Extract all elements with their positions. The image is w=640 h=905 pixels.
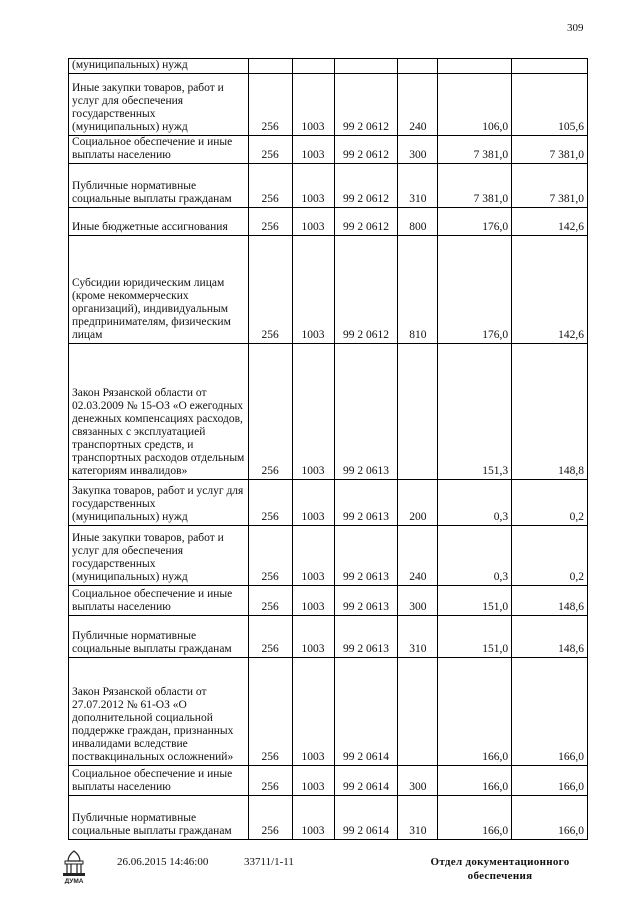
row-code-1: 256 (248, 236, 292, 344)
row-value-1: 151,0 (438, 586, 512, 616)
duma-emblem-icon (56, 848, 92, 884)
table-row (69, 616, 588, 658)
row-name: Публичные нормативные социальные выплаты гражданам (69, 164, 249, 208)
row-value-1: 176,0 (438, 236, 512, 344)
footer-doc-number: 33711/1-11 (244, 856, 294, 868)
row-code-4: 240 (398, 74, 438, 136)
table-row (69, 658, 588, 766)
row-name: Иные бюджетные ассигнования (69, 208, 249, 236)
row-value-1: 176,0 (438, 208, 512, 236)
row-code-1: 256 (248, 164, 292, 208)
row-code-1: 256 (248, 480, 292, 526)
row-code-4: 300 (398, 766, 438, 796)
row-value-2: 7 381,0 (512, 164, 588, 208)
logo-text: ДУМА (64, 878, 84, 884)
row-code-2: 1003 (292, 164, 334, 208)
row-name: Социальное обеспечение и иные выплаты населению (69, 766, 249, 796)
row-code-3: 99 2 0612 (334, 236, 398, 344)
row-code-4: 240 (398, 526, 438, 586)
row-name: Социальное обеспечение и иные выплаты населению (69, 136, 249, 164)
table-row (69, 526, 588, 586)
row-code-4: 300 (398, 586, 438, 616)
row-value-2: 166,0 (512, 796, 588, 840)
row-code-1: 256 (248, 208, 292, 236)
row-code-2: 1003 (292, 480, 334, 526)
row-value-1: 0,3 (438, 526, 512, 586)
row-value-1: 7 381,0 (438, 164, 512, 208)
row-value-1: 151,0 (438, 616, 512, 658)
row-code-4: 310 (398, 616, 438, 658)
row-value-1: 166,0 (438, 658, 512, 766)
row-name: (муниципальных) нужд (69, 59, 249, 74)
page-number: 309 (567, 22, 584, 34)
row-code-3: 99 2 0613 (334, 480, 398, 526)
row-code-3: 99 2 0612 (334, 136, 398, 164)
table-row (69, 208, 588, 236)
row-code-2: 1003 (292, 616, 334, 658)
row-code-1: 256 (248, 74, 292, 136)
row-value-1 (438, 59, 512, 74)
row-name: Закупка товаров, работ и услуг для государственных (муниципальных) нужд (69, 480, 249, 526)
row-code-2: 1003 (292, 208, 334, 236)
table-row (69, 74, 588, 136)
row-value-2: 105,6 (512, 74, 588, 136)
row-value-1: 166,0 (438, 796, 512, 840)
row-code-4: 810 (398, 236, 438, 344)
row-code-1: 256 (248, 616, 292, 658)
table-row (69, 59, 588, 74)
row-code-4: 200 (398, 480, 438, 526)
row-code-4: 310 (398, 796, 438, 840)
table-row (69, 164, 588, 208)
row-value-1: 166,0 (438, 766, 512, 796)
row-code-2: 1003 (292, 236, 334, 344)
row-name: Публичные нормативные социальные выплаты гражданам (69, 796, 249, 840)
row-code-4: 300 (398, 136, 438, 164)
row-code-3: 99 2 0613 (334, 616, 398, 658)
row-code-1: 256 (248, 526, 292, 586)
row-code-2: 1003 (292, 74, 334, 136)
row-code-1: 256 (248, 766, 292, 796)
row-code-3: 99 2 0614 (334, 766, 398, 796)
footer-department: Отдел документационного обеспечения (430, 856, 570, 882)
row-code-3: 99 2 0613 (334, 344, 398, 480)
row-code-4 (398, 344, 438, 480)
table-row (69, 480, 588, 526)
row-code-2: 1003 (292, 586, 334, 616)
row-code-2: 1003 (292, 526, 334, 586)
row-value-1: 151,3 (438, 344, 512, 480)
row-name: Иные закупки товаров, работ и услуг для обеспечения государственных (муниципальных) нужд (69, 74, 249, 136)
row-value-2: 0,2 (512, 480, 588, 526)
row-code-3: 99 2 0612 (334, 74, 398, 136)
row-value-1: 7 381,0 (438, 136, 512, 164)
row-code-1: 256 (248, 344, 292, 480)
row-code-3: 99 2 0612 (334, 208, 398, 236)
row-code-1 (248, 59, 292, 74)
row-value-2 (512, 59, 588, 74)
table-row (69, 796, 588, 840)
row-value-2: 0,2 (512, 526, 588, 586)
row-code-4 (398, 59, 438, 74)
row-name: Иные закупки товаров, работ и услуг для обеспечения государственных (муниципальных) нужд (69, 526, 249, 586)
row-code-2: 1003 (292, 658, 334, 766)
row-code-1: 256 (248, 796, 292, 840)
row-code-3: 99 2 0612 (334, 164, 398, 208)
row-value-2: 142,6 (512, 236, 588, 344)
footer-date: 26.06.2015 14:46:00 (117, 856, 209, 868)
row-value-2: 7 381,0 (512, 136, 588, 164)
row-code-3: 99 2 0614 (334, 796, 398, 840)
budget-table (68, 58, 588, 840)
row-value-2: 148,8 (512, 344, 588, 480)
row-value-2: 166,0 (512, 658, 588, 766)
table-row (69, 766, 588, 796)
row-name: Субсидии юридическим лицам (кроме некоммерческих организаций), индивидуальным предпринимателям, физическим лицам (69, 236, 249, 344)
row-code-3: 99 2 0614 (334, 658, 398, 766)
row-name: Социальное обеспечение и иные выплаты населению (69, 586, 249, 616)
row-name: Закон Рязанской области от 02.03.2009 № 15-ОЗ «О ежегодных денежных компенсациях расходов, связанных с эксплуатацией транспортных средств, и транспортных расходов отдельным категориям инвалидов» (69, 344, 249, 480)
row-value-1: 106,0 (438, 74, 512, 136)
row-code-2 (292, 59, 334, 74)
row-value-2: 142,6 (512, 208, 588, 236)
row-code-1: 256 (248, 136, 292, 164)
row-code-3: 99 2 0613 (334, 586, 398, 616)
row-code-3: 99 2 0613 (334, 526, 398, 586)
row-code-1: 256 (248, 586, 292, 616)
row-name: Публичные нормативные социальные выплаты гражданам (69, 616, 249, 658)
row-code-4: 310 (398, 164, 438, 208)
table-row (69, 586, 588, 616)
row-code-2: 1003 (292, 796, 334, 840)
row-value-2: 166,0 (512, 766, 588, 796)
row-code-3 (334, 59, 398, 74)
row-code-2: 1003 (292, 344, 334, 480)
row-value-2: 148,6 (512, 586, 588, 616)
row-code-4: 800 (398, 208, 438, 236)
row-value-2: 148,6 (512, 616, 588, 658)
row-value-1: 0,3 (438, 480, 512, 526)
table-row (69, 344, 588, 480)
row-code-4 (398, 658, 438, 766)
row-code-1: 256 (248, 658, 292, 766)
table-row (69, 236, 588, 344)
table-row (69, 136, 588, 164)
row-name: Закон Рязанской области от 27.07.2012 № 61-ОЗ «О дополнительной социальной поддержке граждан, признанных инвалидами вследствие поствакцинальных осложнений» (69, 658, 249, 766)
row-code-2: 1003 (292, 136, 334, 164)
row-code-2: 1003 (292, 766, 334, 796)
